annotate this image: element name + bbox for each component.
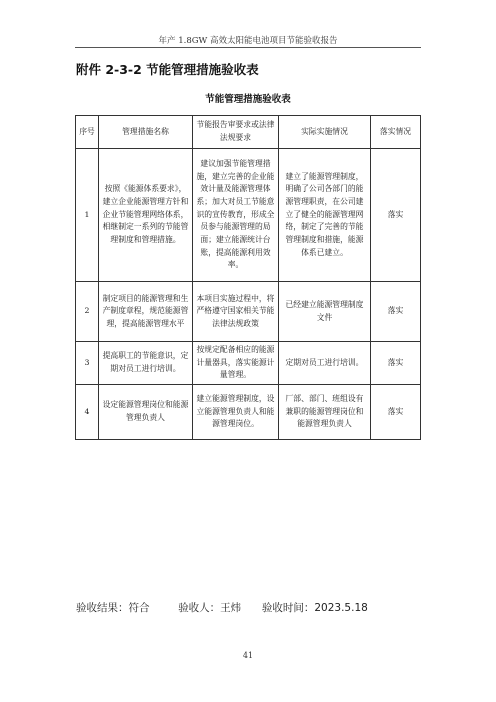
row-actual: 定期对员工进行培训。 (279, 342, 371, 385)
row-requirement: 本项目实施过程中，将严格遵守国家相关节能法律法规政策 (193, 282, 279, 342)
row-requirement: 按规定配备相应的能源计量器具，落实能源计量管理。 (193, 342, 279, 385)
row-actual: 已经建立能源管理制度文件 (279, 282, 371, 342)
row-actual: 厂部、部门、班组设有兼职的能源管理岗位和能源管理负责人 (279, 384, 371, 439)
row-measure: 按照《能源体系要求》，建立企业能源管理方针和企业节能管理网络体系，相继制定一系列的节能管理制度和管理措施。 (99, 149, 193, 282)
table-row (76, 384, 421, 439)
acceptance-inspector: 验收人：王炜 (178, 602, 242, 614)
header-requirement: 节能报告审要求或法律法规要求 (193, 116, 279, 149)
row-status: 落实 (371, 342, 421, 385)
acceptance-footer (76, 600, 368, 615)
row-measure: 提高职工的节能意识，定期对员工进行培训。 (99, 342, 193, 385)
row-index: 4 (76, 384, 99, 439)
header-measure: 管理措施名称 (99, 116, 193, 149)
header-actual: 实际实施情况 (279, 116, 371, 149)
appendix-title: 附件 2-3-2 节能管理措施验收表 (76, 62, 259, 77)
row-status: 落实 (371, 282, 421, 342)
row-measure: 设定能源管理岗位和能源管理负责人 (99, 384, 193, 439)
table-header-row (76, 116, 421, 149)
row-index: 3 (76, 342, 99, 385)
header-index: 序号 (76, 116, 99, 149)
table-row (76, 149, 421, 282)
header-status: 落实情况 (371, 116, 421, 149)
row-requirement: 建立能源管理制度，设立能源管理负责人和能源管理岗位。 (193, 384, 279, 439)
row-status: 落实 (371, 149, 421, 282)
page-header: 年产 1.8GW 高效太阳能电池项目节能验收报告 (158, 36, 338, 46)
table-caption: 节能管理措施验收表 (205, 94, 291, 105)
row-index: 1 (76, 149, 99, 282)
acceptance-time: 验收时间：2023.5.18 (261, 602, 368, 614)
row-actual: 建立了能源管理制度，明确了公司各部门的能源管理职责，在公司建立了健全的能源管理网络，制定了完善的节能管理制度和措施，能源体系已建立。 (279, 149, 371, 282)
page-number: 41 (242, 651, 254, 660)
row-status: 落实 (371, 384, 421, 439)
table-row (76, 282, 421, 342)
row-measure: 制定项目的能源管理和生产制度章程，规范能源管理，提高能源管理水平 (99, 282, 193, 342)
header-divider (75, 47, 421, 48)
acceptance-result: 验收结果：符合 (76, 602, 150, 614)
row-index: 2 (76, 282, 99, 342)
row-requirement: 建议加强节能管理措施，建立完善的企业能效计量及能源管理体系；加大对员工节能意识的宣传教育，形成全员参与能源管理的局面；建立能源统计台账，提高能源利用效率。 (193, 149, 279, 282)
table-row (76, 342, 421, 385)
acceptance-table (75, 115, 421, 440)
